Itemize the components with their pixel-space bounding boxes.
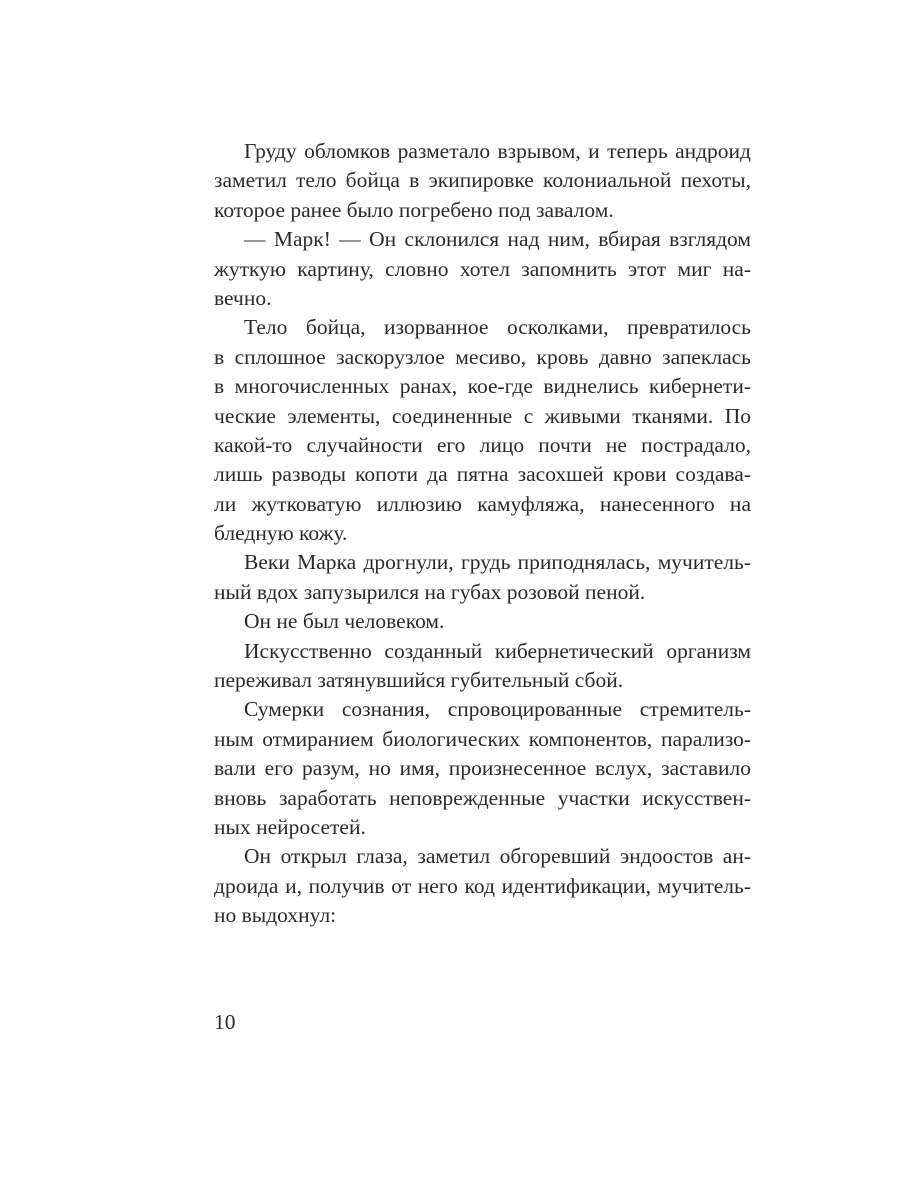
text-line: Он не был человеком. — [244, 609, 445, 634]
text-line: лишь разводы копоти да пятна засохшей крови создава- — [214, 462, 751, 487]
page-number: 10 — [214, 1010, 236, 1034]
text-line: вечно. — [214, 285, 272, 310]
text-line: ли жутковатую иллюзию камуфляжа, нанесенного на — [214, 491, 751, 516]
text-line: переживал затянувшийся губительный сбой. — [214, 668, 624, 693]
text-line: вали его разум, но имя, произнесенное вслух, заставило — [214, 756, 751, 781]
text-line: в многочисленных ранах, кое-где виднелись кибернети- — [214, 374, 751, 399]
text-line: ный вдох запузырился на губах розовой пеной. — [214, 579, 646, 604]
text-line: заметил тело бойца в экипировке колониальной пехоты, — [214, 168, 751, 193]
text-line: Искусственно созданный кибернетический организм — [244, 638, 751, 663]
text-line: ных нейросетей. — [214, 814, 366, 839]
text-line: Груду обломков разметало взрывом, и теперь андроид — [244, 139, 751, 163]
text-line: в сплошное заскорузлое месиво, кровь давно запеклась — [214, 344, 751, 369]
text-line: вновь заработать неповрежденные участки искусствен- — [214, 785, 751, 810]
text-line: Сумерки сознания, спровоцированные стремитель- — [244, 697, 751, 722]
text-line: — Марк! — Он склонился над ним, вбирая взглядом — [244, 227, 751, 252]
text-line: какой-то случайности его лицо почти не пострадало, — [214, 432, 751, 457]
text-line: Он открыл глаза, заметил обгоревший эндоостов ан- — [244, 844, 751, 869]
text-line: ным отмиранием биологических компонентов, парализо- — [214, 726, 751, 751]
text-line: которое ранее было погребено под завалом. — [214, 197, 614, 222]
text-line: Веки Марка дрогнули, грудь приподнялась, мучитель- — [244, 550, 751, 575]
page-body — [214, 137, 751, 931]
text-line: дроида и, получив от него код идентификации, мучитель- — [214, 873, 751, 898]
text-line: бледную кожу. — [214, 521, 348, 546]
text-line: Тело бойца, изорванное осколками, превратилось — [244, 315, 751, 340]
text-line: жуткую картину, словно хотел запомнить этот миг на- — [214, 256, 751, 281]
text-line: но выдохнул: — [214, 903, 337, 928]
text-line: ческие элементы, соединенные с живыми тканями. По — [214, 403, 751, 428]
